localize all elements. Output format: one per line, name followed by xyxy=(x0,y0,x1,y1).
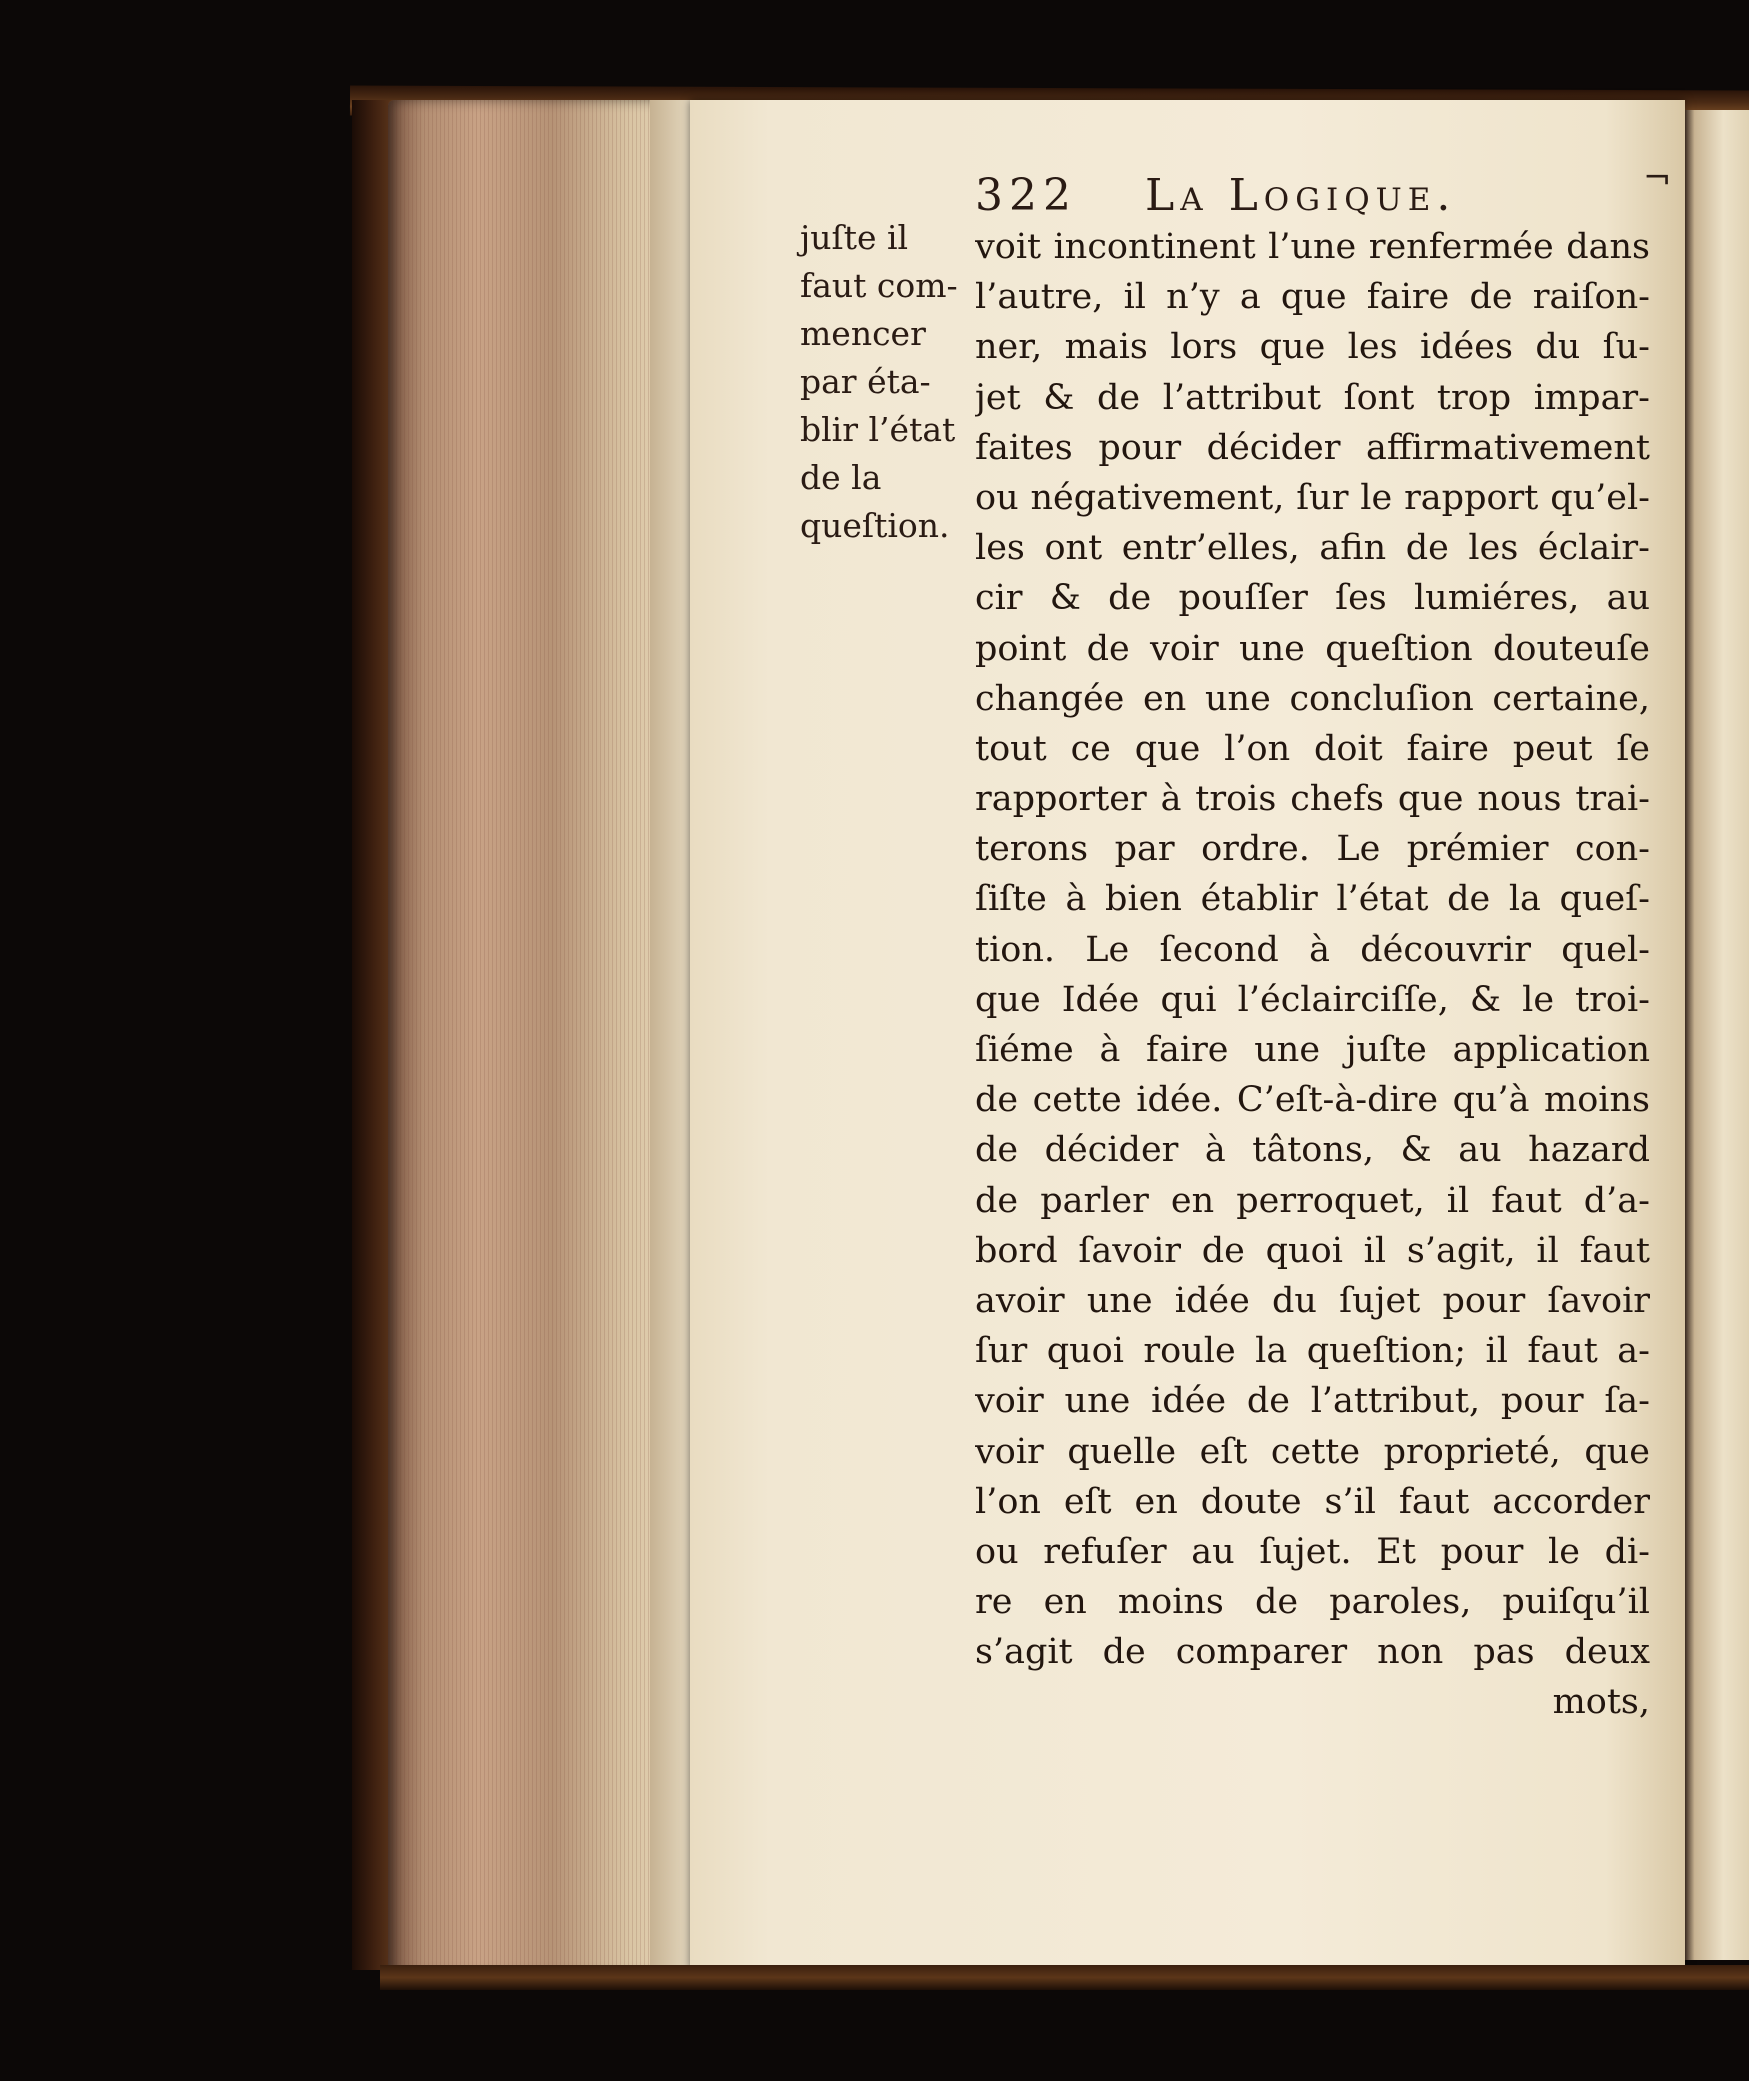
margin-note-line: blir l’état xyxy=(800,410,956,449)
text-line: terons par ordre. Le prémier con- xyxy=(975,829,1650,870)
text-line: voir une idée de l’attribut, pour ſa- xyxy=(975,1381,1650,1422)
text-line: point de voir une queſtion douteuſe xyxy=(975,628,1650,669)
running-head xyxy=(975,158,1678,230)
text-line: de décider à tâtons, & au hazard xyxy=(975,1130,1650,1171)
text-line: s’agit de comparer non pas deux xyxy=(975,1632,1650,1673)
margin-note-line: par éta- xyxy=(800,362,931,401)
book-cover-bottom xyxy=(380,1965,1749,1990)
text-line: faites pour décider affirmativement xyxy=(975,427,1650,468)
text-line: l’autre, il n’y a que faire de raiſon- xyxy=(975,277,1650,318)
text-line: cir & de pouſſer ſes lumiéres, au xyxy=(975,578,1650,619)
corner-mark: ¬ xyxy=(1643,158,1678,198)
text-line: bord ſavoir de quoi il s’agit, il faut xyxy=(975,1230,1650,1271)
margin-note-line: juſte il xyxy=(800,218,909,257)
text-line: les ont entr’elles, afin de les éclair- xyxy=(975,528,1650,569)
catchword: mots, xyxy=(1552,1682,1650,1723)
text-line: de cette idée. C’eſt-à-dire qu’à moins xyxy=(975,1080,1650,1121)
margin-note-line: faut com- xyxy=(800,266,958,305)
text-line: ou refuſer au ſujet. Et pour le di- xyxy=(975,1531,1650,1572)
text-line: l’on eſt en doute s’il faut accorder xyxy=(975,1481,1650,1522)
text-line: voit incontinent l’une renfermée dans xyxy=(975,227,1650,267)
facing-page-edge xyxy=(1685,110,1749,1960)
text-line: ſiſte à bien établir l’état de la queſ- xyxy=(975,879,1650,920)
text-line: ſiéme à faire une juſte application xyxy=(975,1030,1650,1070)
text-line: tion. Le ſecond à découvrir quel- xyxy=(975,929,1650,970)
text-line: avoir une idée du ſujet pour ſavoir xyxy=(975,1280,1650,1321)
text-line: voir quelle eſt cette proprieté, que xyxy=(975,1431,1650,1472)
body-text xyxy=(975,222,1650,1728)
text-line: re en moins de paroles, puiſqu’il xyxy=(975,1582,1650,1623)
running-title: La Logique. xyxy=(1145,170,1457,221)
text-line: rapporter à trois chefs que nous trai- xyxy=(975,779,1650,820)
gutter xyxy=(650,100,695,1975)
page-edges xyxy=(388,100,688,1975)
text-line: jet & de l’attribut ſont trop impar- xyxy=(975,377,1650,418)
margin-note xyxy=(800,214,965,550)
page-number: 322 xyxy=(975,170,1077,221)
book-spine xyxy=(352,100,392,1970)
text-line: que Idée qui l’éclairciſſe, & le troi- xyxy=(975,979,1650,1020)
text-line: ner, mais lors que les idées du ſu- xyxy=(975,327,1650,368)
margin-note-line: de la xyxy=(800,458,882,497)
margin-note-line: mencer xyxy=(800,314,926,353)
text-line: ou négativement, ſur le rapport qu’el- xyxy=(975,477,1650,518)
text-line: ſur quoi roule la queſtion; il faut a- xyxy=(975,1331,1650,1372)
text-line: tout ce que l’on doit faire peut ſe xyxy=(975,728,1650,769)
margin-note-line: queſtion. xyxy=(800,506,950,545)
text-line: changée en une concluſion certaine, xyxy=(975,678,1650,719)
text-line: de parler en perroquet, il faut d’a- xyxy=(975,1180,1650,1221)
